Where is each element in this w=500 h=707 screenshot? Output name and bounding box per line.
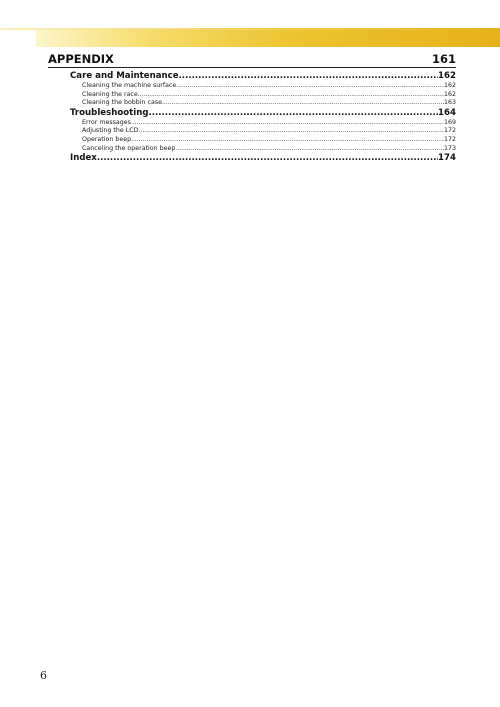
header-band [36, 30, 500, 47]
toc-subentry-page: 163 [443, 99, 456, 107]
toc-subentry-operation-beep[interactable] [70, 136, 456, 145]
chapter-heading[interactable] [48, 52, 456, 67]
toc-subentry-title: Canceling the operation beep [82, 144, 176, 152]
toc-subentry-page: 172 [443, 135, 456, 143]
toc-entry-title: Troubleshooting [70, 107, 149, 118]
toc-leader [97, 153, 438, 164]
toc-subentry-adjusting-lcd[interactable] [70, 127, 456, 136]
toc-subentry-canceling-operation-beep[interactable] [70, 145, 456, 154]
toc-entry-care-and-maintenance[interactable] [70, 71, 456, 82]
toc-leader [131, 136, 444, 145]
toc-subentry-title: Cleaning the bobbin case [82, 99, 163, 107]
toc-subentry-cleaning-machine-surface[interactable] [70, 82, 456, 91]
toc-entry-title: Care and Maintenance [70, 71, 179, 81]
toc-entry-troubleshooting[interactable] [70, 108, 456, 119]
toc-leader [175, 145, 444, 154]
toc-leader [179, 71, 439, 82]
toc-subentry-page: 172 [443, 127, 456, 135]
chapter-title: APPENDIX [48, 52, 114, 66]
toc-subentry-title: Adjusting the LCD [82, 127, 139, 135]
toc-subentry-error-messages[interactable] [70, 119, 456, 128]
toc-subentry-title: Error messages [82, 118, 131, 126]
toc-subentry-title: Operation beep [82, 135, 132, 143]
toc-leader [176, 82, 444, 91]
toc-subentry-page: 169 [443, 118, 456, 126]
toc-subentry-cleaning-race[interactable] [70, 91, 456, 100]
chapter-page: 161 [431, 52, 456, 66]
toc-subentry-page: 162 [443, 90, 456, 98]
toc-list [70, 71, 456, 164]
page-number: 6 [40, 669, 47, 682]
toc-leader [138, 91, 444, 100]
toc-entry-page: 162 [438, 71, 456, 81]
toc-leader [139, 127, 444, 136]
toc-entry-title: Index [70, 153, 97, 164]
toc-subentry-cleaning-bobbin-case[interactable] [70, 99, 456, 108]
toc-leader [162, 99, 444, 108]
heading-rule [48, 67, 456, 68]
toc-subentry-page: 162 [443, 82, 456, 89]
toc-entry-page: 164 [438, 107, 456, 118]
toc-entry-page: 174 [438, 153, 456, 164]
toc-leader [148, 108, 438, 119]
toc-entry-index[interactable] [70, 153, 456, 164]
toc-subentry-title: Cleaning the race [82, 90, 138, 98]
toc-leader [131, 119, 444, 128]
toc-subentry-title: Cleaning the machine surface [82, 82, 177, 89]
toc-subentry-page: 173 [443, 144, 456, 152]
